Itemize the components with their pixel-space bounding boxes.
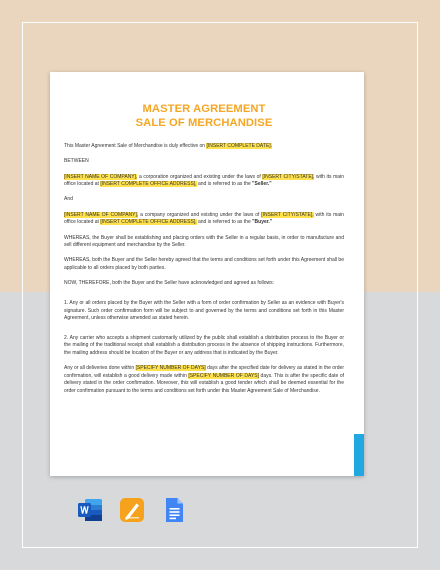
placeholder-highlight: [INSERT NAME OF COMPANY],	[64, 211, 139, 218]
pages-icon[interactable]	[119, 497, 145, 523]
text-run: a corporation organized and existing under the laws of	[137, 173, 263, 180]
whereas-paragraph-1: WHEREAS, the Buyer shall be establishing and placing orders with the Seller in a regular basis, in order to manufacture and sell different equipment and merchandise by the Seller.	[64, 234, 344, 249]
word-icon[interactable]	[77, 497, 103, 523]
placeholder-highlight: [INSERT CITY/STATE],	[262, 173, 315, 180]
seller-role: "Seller."	[252, 181, 272, 188]
text-run: and is referred to as the	[196, 219, 253, 226]
whereas-paragraph-2: WHEREAS, both the Buyer and the Seller hereby agreed that the terms and conditions set forth under this Agreement shall be applicable to all orders placed by both parties.	[64, 257, 344, 272]
document-body	[64, 143, 344, 396]
placeholder-highlight: [INSERT COMPLETE OFFICE ADDRESS],	[100, 181, 197, 188]
title-line-2: SALE OF MERCHANDISE	[135, 117, 273, 129]
seller-paragraph	[64, 174, 344, 189]
text-run: with its main office located at	[64, 173, 344, 188]
placeholder-highlight: [SPECIFY NUMBER OF DAYS]	[188, 372, 259, 379]
text-run: with its main office located at	[64, 211, 344, 226]
now-therefore-paragraph: NOW, THEREFORE, both the Buyer and the Seller have acknowledged and agreed as follows:	[64, 280, 275, 287]
text-run: days after the specified date for delivery as stated in the order confirmation, will establish a good delivery made within	[64, 365, 344, 379]
document-preview	[50, 72, 364, 476]
title-line-1: MASTER AGREEMENT	[142, 103, 266, 115]
text-run: This Master Agreement Sale of Merchandise is duly effective on	[64, 143, 207, 149]
text-run: days. This is after the specific date of delivery stated in the order confirmation. Moreover, this will establish a good tender which shall be deemed essential for the order confirmation pursuant to the terms and conditions set forth under this Master Agreement Sale of Merchandise.	[64, 372, 344, 394]
clause-2: 2. Any carrier who accepts a shipment customarily utilized by the public shall establish a distribution process to the Buyer or the mailing of the traditional receipt shall establish a distribution process in the absence of shipping instructions. Furthermore, the mailing address should be location of the Buyer or any address that is indicated by the Buyer.	[64, 334, 344, 356]
placeholder-highlight: [SPECIFY NUMBER OF DAYS]	[135, 365, 206, 372]
between-label: BETWEEN	[64, 158, 89, 165]
text-run: and is referred to as the	[196, 181, 253, 188]
text-run: a company organized and existing under the laws of	[138, 211, 262, 218]
buyer-paragraph	[64, 212, 344, 227]
and-label: And	[64, 196, 73, 203]
accent-bar	[354, 434, 364, 476]
placeholder-highlight: [INSERT CITY/STATE],	[261, 211, 314, 218]
placeholder-highlight: [INSERT COMPLETE OFFICE ADDRESS],	[100, 219, 197, 226]
clause-1: 1. Any or all orders placed by the Buyer with the Seller with a form of order confirmation by Seller as an evidence with Buyer's signature. Such order confirmation form will be subject to and governed by the terms and conditions set forth in this Master Agreement, unless otherwise amended as stated herein.	[64, 299, 344, 322]
clause-3	[64, 365, 344, 395]
effective-date-paragraph	[64, 143, 344, 151]
buyer-role: "Buyer."	[252, 219, 273, 226]
document-title	[64, 102, 344, 130]
placeholder-highlight: [INSERT NAME OF COMPANY],	[64, 173, 138, 180]
placeholder-highlight: [INSERT COMPLETE DATE].	[206, 143, 273, 149]
google-docs-icon[interactable]	[161, 497, 187, 523]
format-icons	[77, 497, 187, 523]
text-run: Any or all deliveries done within	[64, 365, 136, 372]
